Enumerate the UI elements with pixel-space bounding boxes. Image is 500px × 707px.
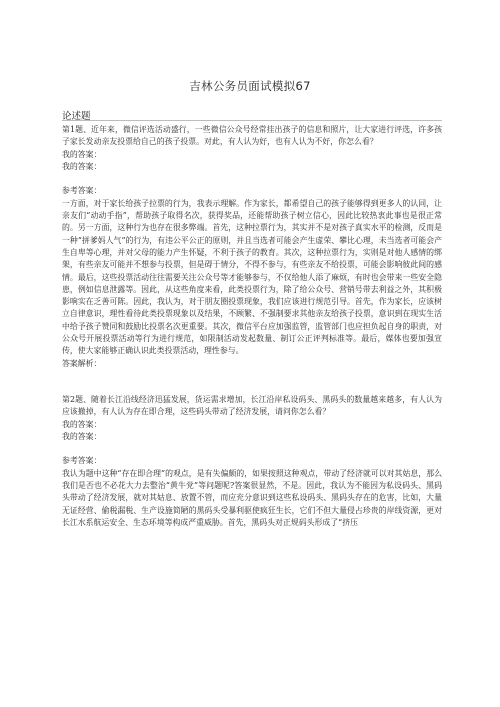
my-answer-label-2: 我的答案： <box>62 419 102 429</box>
section-divider <box>62 120 442 121</box>
reference-answer-1: 一方面，对于家长给孩子拉票的行为，我表示理解。作为家长，都希望自己的孩子能够得到更多人的认同，让亲友们“动动手指”，帮助孩子取得名次，获得奖品，还能帮助孩子树立信心，因此比较热衷此事也是很正常的。另一方面，这种行为也存在很多弊端。首先，这种拉票行为，其实并不是对孩子真实水平的检测，反而是一种“拼爹妈人气”的行为，有违公平公正的原则，并且当选者可能会产生虚荣、攀比心理，未当选者可能会产生自卑等心理，并对父母的能力产生怀疑，不利于孩子的教育。其次，这种拉票行为，实则是对他人感情的绑架，有些亲友可能并不想参与投票，但是碍于情分，不得不参与，有些亲友不给投票，可能会影响彼此间的感情。最后，这些投票活动往往需要关注公众号等才能够参与，不仅给他人添了麻烦，有时也会带来一些安全隐患，例如信息泄露等。因此，从这些角度来看，此类投票行为，除了给公众号、营销号带去利益之外，其积极影响实在乏善可陈。因此，我认为，对于朋友圈投票现象，我们应该进行规范引导。首先，作为家长，应该树立自律意识，理性看待此类投票现象以及结果，不顾繁、不强制要求其他亲友给孩子投票，意识到在现实生活中给予孩子赞同和鼓励比投票名次更重要。其次，微信平台应加强监管，监管部门也应担负起自身的职责，对公众号开展投票活动等行为进行规范，如限制活动发起数量、制订公正评判标准等。最后，媒体也要加强宣传，使大家能够正确认识此类投票活动，理性参与。 <box>62 198 442 356</box>
analysis-label-1: 答案解析： <box>62 358 102 368</box>
my-answer-label-1-repeat: 我的答案： <box>62 161 102 171</box>
question-2: 第2题、随着长江沿线经济迅猛发展，货运需求增加，长江沿岸私设码头、黑码头的数量越来越多，有人认为应该撤掉，有人认为存在即合理，这些码头带动了经济发展，请问你怎么看？ <box>62 394 442 417</box>
document-body <box>62 124 442 529</box>
spacer <box>62 443 442 455</box>
section-title: 论述题 <box>62 111 91 122</box>
spacer <box>62 173 442 185</box>
reference-answer-2: 我认为题中这种“存在即合理”的观点，是有失偏颇的，如果按照这种观点，带动了经济就可以对其姑息，那么我们是否也不必花大力去整治“黄牛党”等问题呢?答案很显然，不是。因此，我认为不能因为私设码头、黑码头带动了经济发展，就对其姑息、放置不管，而应充分意识到这些私设码头、黑码头存在的危害，比如，大量无证经营、偷税漏税、生产设施简陋的黑码头受暴利驱使疯狂生长，它们不但大量侵占珍贵的岸线资源，更对长江水系航运安全、生态环境等构成严重威胁。首先，黑码头对正规码头形成了“挤压 <box>62 468 442 527</box>
question-1: 第1题、近年来，微信评选活动盛行，一些微信公众号经常挂出孩子的信息和照片，让大家进行评选，许多孩子家长发动亲友投票给自己的孩子投票。对此，有人认为好，也有人认为不好，你怎么看？ <box>62 125 442 147</box>
my-answer-label-2-repeat: 我的答案： <box>62 431 102 441</box>
my-answer-label-1: 我的答案： <box>62 149 102 159</box>
document-title: 吉林公务员面试模拟67 <box>189 79 311 93</box>
reference-answer-label-1: 参考答案： <box>62 186 102 196</box>
reference-answer-label-2: 参考答案： <box>62 456 102 466</box>
spacer <box>62 370 442 394</box>
